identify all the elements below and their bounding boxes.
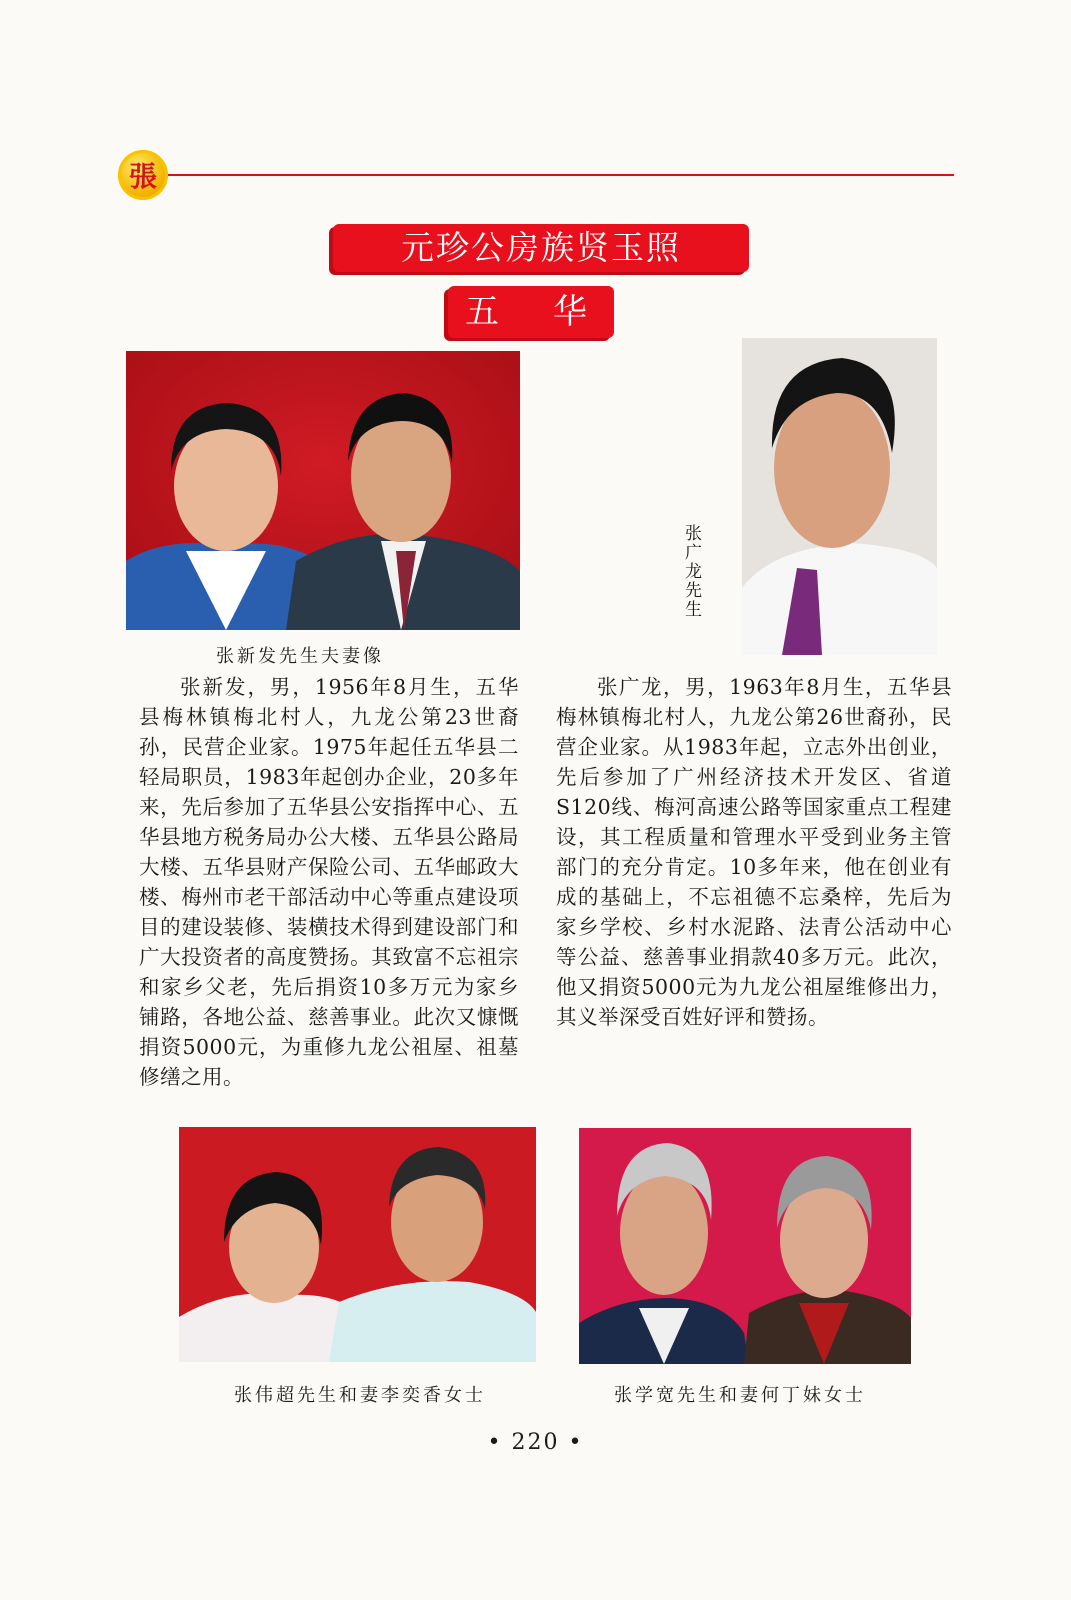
photo-couple-zhang-xuekuan — [579, 1128, 911, 1364]
portrait-image-icon — [179, 1127, 536, 1362]
caption-photo-1: 张新发先生夫妻像 — [216, 646, 384, 667]
photo-couple-zhang-xinfa — [126, 351, 520, 630]
zhang-seal-icon: 張 — [118, 150, 168, 200]
caption-photo-3: 张伟超先生和妻李奕香女士 — [234, 1385, 486, 1406]
bio-zhang-xinfa — [139, 672, 519, 1092]
page-title: 元珍公房族贤玉照 — [333, 224, 749, 272]
page-number: • 220 • — [487, 1430, 584, 1455]
portrait-image-icon — [579, 1128, 911, 1364]
portrait-image-icon — [126, 351, 520, 630]
bio-text-right: 张广龙，男，1963年8月生，五华县梅林镇梅北村人，九龙公第26世裔孙，民营企业家。从1983年起，立志外出创业，先后参加了广州经济技术开发区、省道S120线、梅河高速公路等国家重点工程建设，其工程质量和管理水平受到业务主管部门的充分肯定。10多年来，他在创业有成的基础上，不忘祖德不忘桑梓，先后为家乡学校、乡村水泥路、法青公活动中心等公益、慈善事业捐款40多万元。此次，他又捐资5000元为九龙公祖屋维修出力，其义举深受百姓好评和赞扬。 — [556, 675, 952, 1029]
header-rule — [168, 174, 954, 176]
bio-text-left: 张新发，男，1956年8月生，五华县梅林镇梅北村人，九龙公第23世裔孙，民营企业家。1975年起任五华县二轻局职员，1983年起创办企业，20多年来，先后参加了五华县公安指挥中心、五华县地方税务局办公大楼、五华县公路局大楼、五华县财产保险公司、五华邮政大楼、梅州市老干部活动中心等重点建设项目的建设装修、装横技术得到建设部门和广大投资者的高度赞扬。其致富不忘祖宗和家乡父老，先后捐资10多万元为家乡铺路，各地公益、慈善事业。此次又慷慨捐资5000元，为重修九龙公祖屋、祖墓修缮之用。 — [139, 675, 519, 1089]
bio-zhang-guanglong — [556, 672, 952, 1032]
portrait-image-icon — [742, 338, 937, 655]
caption-photo-4: 张学宽先生和妻何丁妹女士 — [614, 1385, 866, 1406]
caption-photo-2: 张广龙先生 — [681, 524, 701, 619]
photo-zhang-guanglong — [742, 338, 937, 655]
page-subtitle: 五 华 — [448, 286, 614, 338]
photo-couple-zhang-weichao — [179, 1127, 536, 1362]
